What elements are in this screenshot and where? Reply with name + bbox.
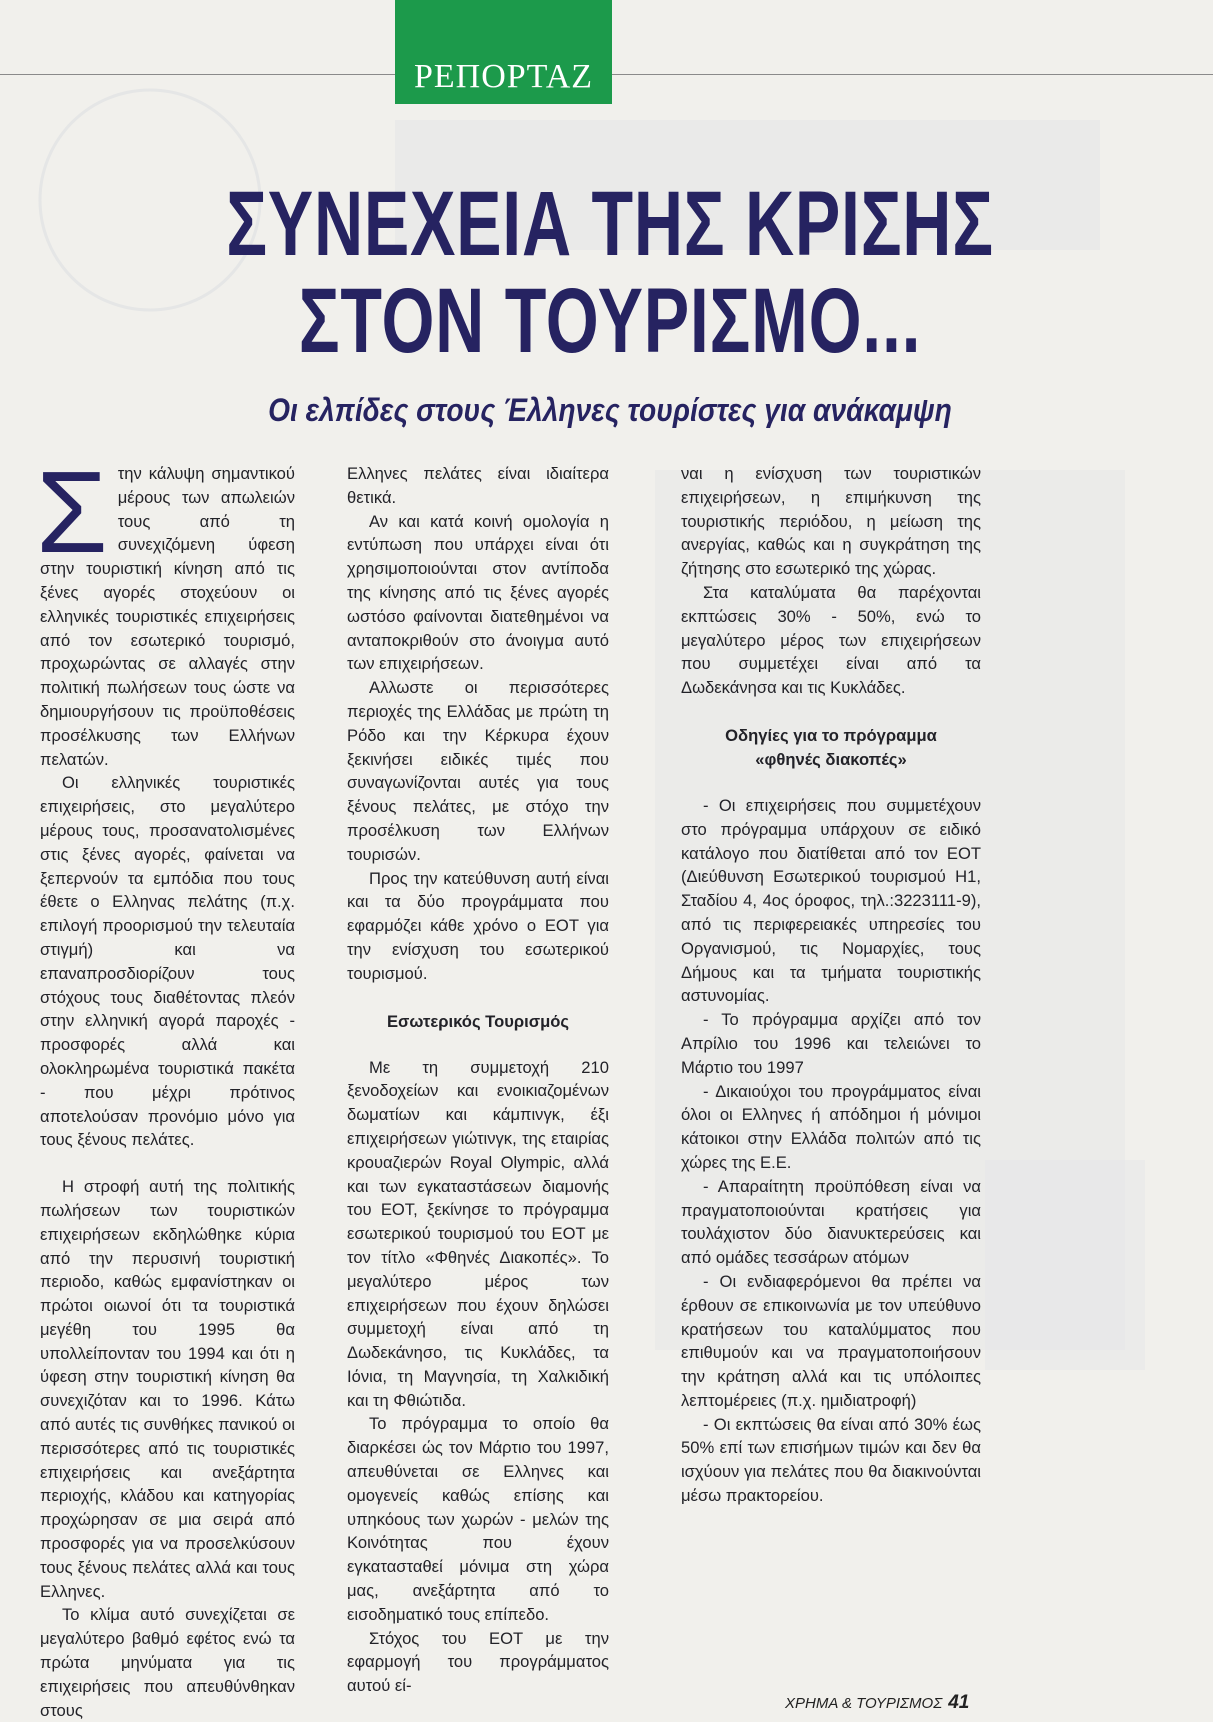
paragraph: - Οι εκπτώσεις θα είναι από 30% έως 50% επί των επισήμων τιμών και δεν θα ισχύουν για πελάτες που θα διακινούνται μέσω πρακτορείου. <box>681 1414 981 1506</box>
paragraph: Προς την κατεύθυνση αυτή είναι και τα δύο προγράμματα που εφαρμόζει κάθε χρόνο ο ΕΟΤ για την ενίσχυση του εσωτερικού τουρισμού. <box>347 868 609 983</box>
paragraph: Οι ελληνικές τουριστικές επιχειρήσεις, στο μεγαλύτερο μέρους τους, προσανατολισμένες στις ξένες αγορές, φαίνεται να ξεπερνούν τα εμπόδια που τους έθετε ο Ελληνας πελάτης (π.χ. επιλογή προορισμού την τελευταία στιγμή) και να επαναπροσδιορίζουν τους στόχους τους διαθέτοντας πλεόν στην ελληνική αγορά παροχές - προσφορές αλλά και ολοκληρωμένα τουριστικά πακέτα - που μέχρι πρότινος αποτελούσαν προνόμιο μόνο για τους ξένους πελάτες. <box>40 773 295 1150</box>
page-number: 41 <box>948 1692 970 1713</box>
magazine-name: ΧΡΗΜΑ & ΤΟΥΡΙΣΜΟΣ <box>785 1695 943 1712</box>
section-heading-line-2: «φθηνές διακοπές» <box>755 749 907 769</box>
paragraph: Αλλωστε οι περισσότερες περιοχές της Ελλάδας με πρώτη τη Ρόδο και την Κέρκυρα έχουν ξεκινήσει ειδικές τιμές που συναγωνίζονται αυτές για τους ξένους πελάτες, με στόχο την προσέλκυση των Ελλήνων τουρισών. <box>347 678 609 864</box>
paragraph: - Το πρόγραμμα αρχίζει από τον Απρίλιο του 1996 και τελειώνει το Μάρτιο του 1997 <box>681 1010 981 1077</box>
paragraph: Ελληνες πελάτες είναι ιδιαίτερα θετικά. <box>347 464 609 507</box>
headline-line-1: ΣΥΝΕΧΕΙΑ ΤΗΣ ΚΡΙΣΗΣ <box>226 173 994 275</box>
section-tag: ΡΕΠΟΡΤΑΖ <box>395 0 612 104</box>
paragraph: - Οι ενδιαφερόμενοι θα πρέπει να έρθουν σε επικοινωνία με τον υπεύθυνο κρατήσεων του καταλύμματος που επιθυμούν και να πραγματοποιήσουν την κράτηση αλλά και τις υπόλοιπες λεπτομέρειες (π.χ. ημιδιατροφή) <box>681 1271 981 1410</box>
paragraph: Η στροφή αυτή της πολιτικής πωλήσεων των τουριστικών επιχειρήσεων εκδηλώθηκε κύρια από την περυσινή τουριστική περιοδο, καθώς εμφανίστηκαν οι πρώτοι οιωνοί ότι τα τουριστικά μεγέθη του 1995 θα υπολλείπονταν του 1994 και ότι η ύφεση στην τουριστική κίνηση θα συνεχιζόταν και το 1996. Κάτω από αυτές τις συνθήκες πανικού οι περισσότερες από τις τουριστικές επιχειρήσεις και ανεξάρτητα περιοχής, κλάδου και κατηγορίας προχώρησαν σε μια σειρά από προσφορές για να προσελκύσουν τους ξένους πελάτες αλλά και τους Ελληνες. <box>40 1177 295 1601</box>
article-column-2 <box>347 462 609 1698</box>
top-rule-right <box>612 74 1213 75</box>
paragraph: Το πρόγραμμα το οποίο θα διαρκέσει ώς τον Μάρτιο του 1997, απευθύνεται σε Ελληνες και ομογενείς καθώς επίσης και υπηκόους των χωρών - μελών της Κοινότητας που έχουν εγκατασταθεί μόνιμα στη χώρα μας, ανεξάρτητα από το εισοδηματικό τους επίπεδο. <box>347 1414 609 1624</box>
paragraph-text: την κάλυψη σημαντικού μέρους των απωλειών τους από τη συνεχιζόμενη ύφεση στην τουριστική κίνηση από τις ξένες αγορές στοχεύουν οι ελληνικές τουριστικές επιχειρήσεις από τον εσωτερικό τουρισμό, προχωρώντας σε αλλαγές στην πολιτική πωλήσεων τους ώστε να δημιουργήσουν τις προϋποθέσεις προσέλκυσης των Ελλήνων πελατών. <box>40 464 295 769</box>
paragraph: - Απαραίτητη προϋπόθεση είναι να πραγματοποιούνται κρατήσεις για τουλάχιστον δύο διανυκτερεύσεις και από ομάδες τεσσάρων ατόμων <box>681 1176 981 1268</box>
section-heading-domestic-tourism <box>347 1010 609 1034</box>
paragraph: ναι η ενίσχυση των τουριστικών επιχειρήσεων, η επιμήκυνση της τουριστικής περιόδου, η μείωση της ανεργίας, καθώς και η συγκράτηση της ζήτησης στο εσωτερικό της χώρας. <box>681 464 981 579</box>
paragraph: Με τη συμμετοχή 210 ξενοδοχείων και ενοικιαζομένων δωματίων και κάμπινγκ, έξι επιχειρήσεων γιώτινγκ, της εταιρίας κρουαζιερών Royal Olympic, αλλά και των εγκαταστάσεων διαμονής του ΕΟΤ, ξεκίνησε το πρόγραμμα εσωτερικού τουρισμού του ΕΟΤ με τον τίτλο «Φθηνές Διακοπές». Το μεγαλύτερο μέρος των επιχειρήσεων που έχουν δηλώσει συμμετοχή είναι από τη Δωδεκάνησο, τις Κυκλάδες, τα Ιόνια, τη Μαγνησία, τη Χαλκιδική και τη Φθιώτιδα. <box>347 1057 609 1410</box>
paragraph <box>36 447 295 771</box>
article-column-1 <box>36 447 295 1722</box>
paragraph: - Δικαιούχοι του προγράμματος είναι όλοι οι Ελληνες ή απόδημοι ή μόνιμοι κάτοικοι στην Ελλάδα πολιτών από τις χώρες της Ε.Ε. <box>681 1081 981 1172</box>
paragraph: Στα καταλύματα θα παρέχονται εκπτώσεις 30% - 50%, ενώ το μεγαλύτερο μέρος των επιχειρήσεων που συμμετέχει είναι από τα Δωδεκάνησα και τις Κυκλάδες. <box>681 582 981 698</box>
section-heading-text: Εσωτερικός Τουρισμός <box>386 1011 570 1031</box>
top-rule-left <box>0 74 395 75</box>
page-footer <box>785 1692 969 1714</box>
paragraph: Στόχος του ΕΟΤ με την εφαρμογή του προγράμματος αυτού εί- <box>347 1628 609 1696</box>
paragraph: Αν και κατά κοινή ομολογία η εντύπωση που υπάρχει είναι ότι χρησιμοποιούνται στον αντίποδα της κίνησης από τις ξένες αγορές ωστόσο φαίνονται διατεθημένοι να ανταποκριθούν στο άνοιγμα αυτό των επιχειρήσεων. <box>347 511 609 674</box>
paragraph: Το κλίμα αυτό συνεχίζεται σε μεγαλύτερο βαθμό εφέτος ενώ τα πρώτα μηνύματα για τις επιχειρήσεις που απευθύνθηκαν στους <box>40 1605 295 1720</box>
section-heading-line-1: Οδηγίες για το πρόγραμμα <box>725 725 937 745</box>
subheadline: Οι ελπίδες στους Έλληνες τουρίστες για ανάκαμψη <box>268 392 952 428</box>
article-column-3 <box>681 462 981 1508</box>
drop-cap: Σ <box>36 447 108 577</box>
section-heading-program-instructions <box>681 724 981 772</box>
paragraph: - Οι επιχειρήσεις που συμμετέχουν στο πρόγραμμα υπάρχουν σε ειδικό κατάλογο που διατίθεται από τον ΕΟΤ (Διεύθυνση Εσωτερικού τουρισμού Η1, Σταδίου 4, 4ος όροφος, τηλ.:3223111-9), από τις περιφερειακές υπηρεσίες του Οργανισμού, τις Νομαρχίες, τους Δήμους και τα τμήματα τουριστικής αστυνομίας. <box>681 795 981 1006</box>
headline-line-2: ΣΤΟΝ ΤΟΥΡΙΣΜΟ... <box>298 270 922 372</box>
